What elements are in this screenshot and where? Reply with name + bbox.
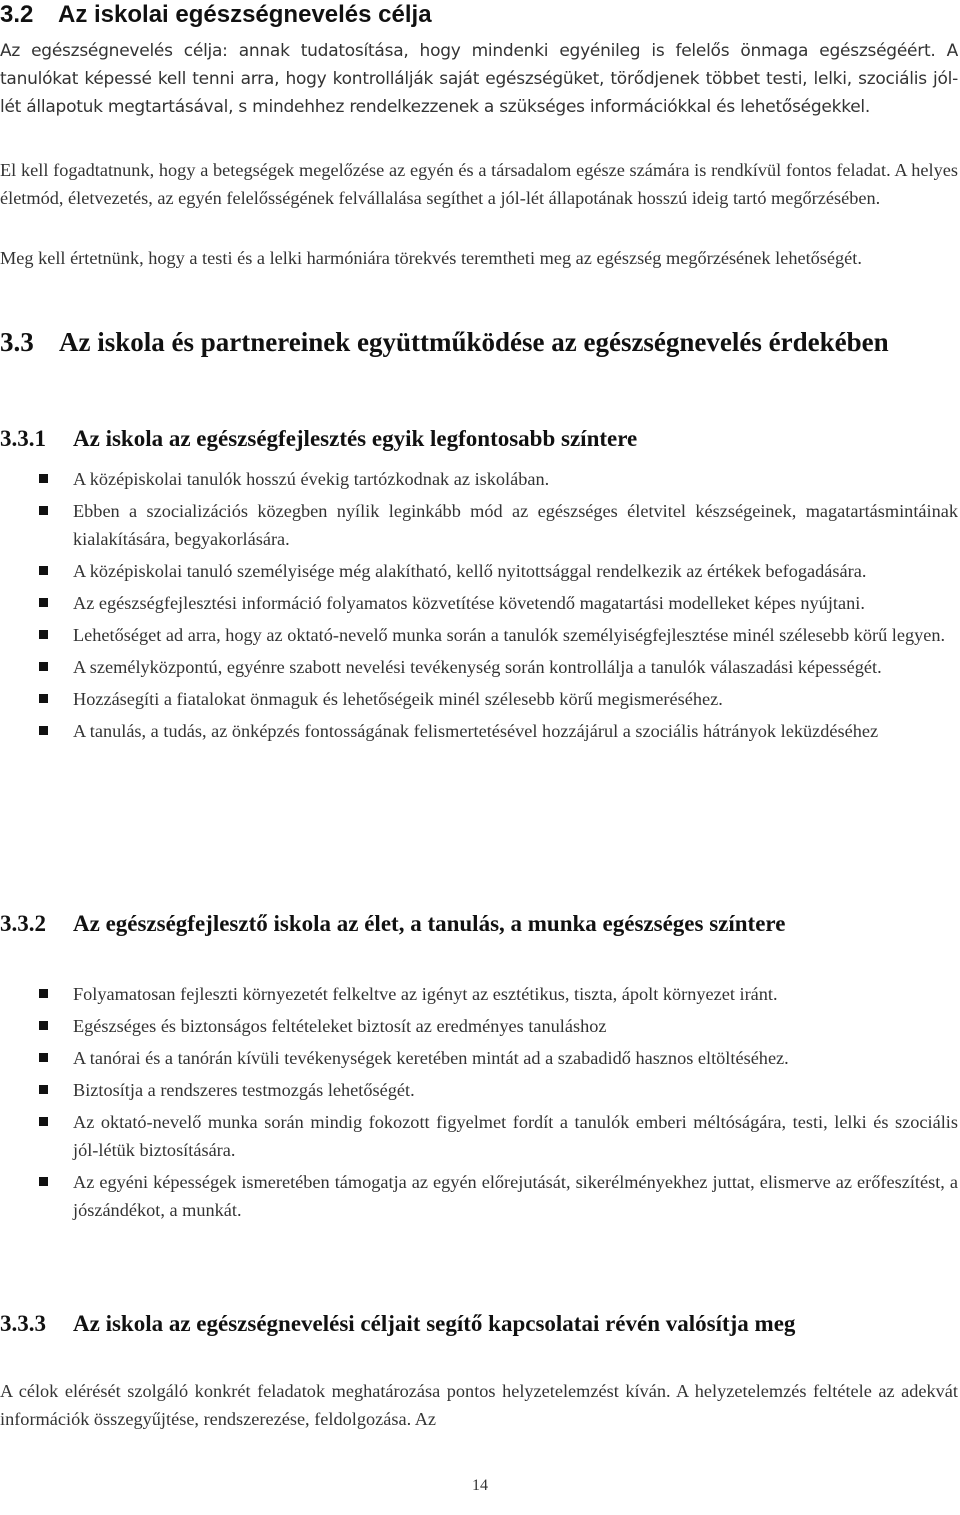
- section-number: 3.3.3: [0, 1311, 46, 1336]
- section-title: Az iskolai egészségnevelés célja: [58, 1, 432, 28]
- square-bullet-icon: [39, 474, 48, 483]
- paragraph: Meg kell értetnünk, hogy a testi és a lelki harmóniára törekvés teremtheti meg az egészség megőrzésének lehetőségét.: [0, 248, 862, 268]
- list-item: A tanórai és a tanórán kívüli tevékenységek keretében mintát ad a szabadidő hasznos eltöltéséhez.: [0, 1044, 958, 1072]
- section-heading-3-2: [0, 0, 960, 30]
- list-item: Egészséges és biztonságos feltételeket biztosít az eredményes tanuláshoz: [0, 1012, 958, 1040]
- section-number: 3.3.1: [0, 426, 46, 451]
- list-item: Az egyéni képességek ismeretében támogatja az egyén előrejutását, sikerélményekhez juttat, elismerve az erőfeszítést, a jószándékot, a munkát.: [0, 1168, 958, 1224]
- square-bullet-icon: [39, 630, 48, 639]
- square-bullet-icon: [39, 598, 48, 607]
- list-item: A középiskolai tanulók hosszú évekig tartózkodnak az iskolában.: [0, 465, 958, 493]
- list-item: Lehetőséget ad arra, hogy az oktató-nevelő munka során a tanulók személyiségfejlesztése minél szélesebb körű legyen.: [0, 621, 958, 649]
- list-item: Folyamatosan fejleszti környezetét felkeltve az igényt az esztétikus, tiszta, ápolt környezet iránt.: [0, 980, 958, 1008]
- list-item: A középiskolai tanuló személyisége még alakítható, kellő nyitottsággal rendelkezik az értékek befogadására.: [0, 557, 958, 585]
- list-item: A személyközpontú, egyénre szabott nevelési tevékenység során kontrollálja a tanulók válaszadási képességét.: [0, 653, 958, 681]
- section-heading-3-3-2: [0, 908, 960, 972]
- paragraph: A célok elérését szolgáló konkrét feladatok meghatározása pontos helyzetelemzést kíván. A helyzetelemzés feltétele az adekvát információk összegyűjtése, rendszerezése, feldolgozása. Az: [0, 1381, 958, 1429]
- list-item: Ebben a szocializációs közegben nyílik leginkább mód az egészséges életvitel készségeinek, magatartásmintáinak kialakítására, begyakorlására.: [0, 497, 958, 553]
- section-heading-3-3: [0, 325, 960, 397]
- square-bullet-icon: [39, 662, 48, 671]
- list-item: Az oktató-nevelő munka során mindig fokozott figyelmet fordít a tanulók emberi méltóságára, testi, lelki és szociális jól-létük biztosítására.: [0, 1108, 958, 1164]
- section-heading-3-3-3: [0, 1308, 960, 1372]
- bullet-list-3-3-1: [0, 465, 958, 745]
- square-bullet-icon: [39, 694, 48, 703]
- square-bullet-icon: [39, 1117, 48, 1126]
- paragraph: El kell fogadtatnunk, hogy a betegségek megelőzése az egyén és a társadalom egésze számára is rendkívül fontos feladat. A helyes életmód, életvezetés, az egyén felelősségének felvállalása segíthet a jól-lét állapotának hosszú ideig tartó megőrzésében.: [0, 160, 958, 208]
- section-number: 3.3.2: [0, 911, 46, 936]
- list-item: Az egészségfejlesztési információ folyamatos közvetítése követendő magatartási modelleket képes nyújtani.: [0, 589, 958, 617]
- paragraph: Az egészségnevelés célja: annak tudatosítása, hogy mindenki egyénileg is felelős önmaga egészségéért. A tanulókat képessé kell tenni arra, hogy kontrollálják saját egészségüket, törődjenek többet testi, lelki, szociális jól-lét állapotuk megtartásával, s mindehhez rendelkezzenek a szükséges információkkal és lehetőségekkel.: [0, 41, 958, 117]
- page-number: 14: [472, 1477, 488, 1494]
- square-bullet-icon: [39, 1021, 48, 1030]
- section-title: Az egészségfejlesztő iskola az élet, a tanulás, a munka egészséges színtere: [73, 911, 786, 936]
- square-bullet-icon: [39, 1085, 48, 1094]
- square-bullet-icon: [39, 566, 48, 575]
- section-number: 3.2: [0, 1, 34, 28]
- section-number: 3.3: [0, 327, 34, 357]
- section-title: Az iskola és partnereinek együttműködése az egészségnevelés érdekében: [59, 327, 889, 357]
- square-bullet-icon: [39, 506, 48, 515]
- list-item: Biztosítja a rendszeres testmozgás lehetőségét.: [0, 1076, 958, 1104]
- bullet-list-3-3-2: [0, 980, 958, 1224]
- list-item: Hozzásegíti a fiatalokat önmaguk és lehetőségeik minél szélesebb körű megismeréséhez.: [0, 685, 958, 713]
- square-bullet-icon: [39, 1053, 48, 1062]
- section-title: Az iskola az egészségnevelési céljait segítő kapcsolatai révén valósítja meg: [73, 1311, 796, 1336]
- list-item: A tanulás, a tudás, az önképzés fontosságának felismertetésével hozzájárul a szociális hátrányok leküzdéséhez: [0, 717, 958, 745]
- square-bullet-icon: [39, 989, 48, 998]
- section-title: Az iskola az egészségfejlesztés egyik legfontosabb színtere: [73, 426, 638, 451]
- square-bullet-icon: [39, 1177, 48, 1186]
- square-bullet-icon: [39, 726, 48, 735]
